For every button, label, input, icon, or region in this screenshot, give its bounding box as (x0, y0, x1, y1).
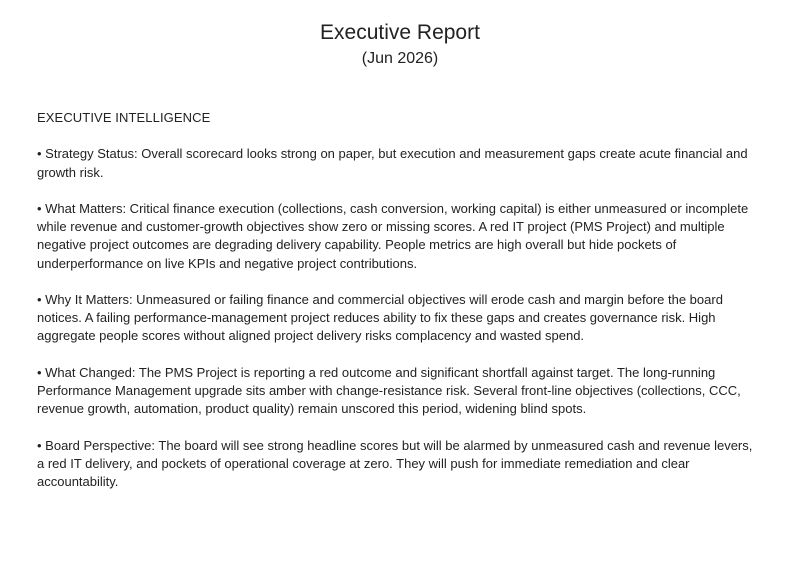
report-date: (Jun 2026) (361, 50, 439, 67)
bullet-what-matters: • What Matters: Critical finance execution (collections, cash conversion, working capital) is either unmeasured or incomplete while revenue and customer-growth objectives show zero or missing scores. A red IT project (PMS Project) and multiple negative project outcomes are degrading delivery capability. People metrics are high overall but hide pockets of underperformance on live KPIs and negative project contributions. (37, 200, 749, 271)
executive-intelligence-section (37, 109, 759, 491)
bullet-what-changed: • What Changed: The PMS Project is reporting a red outcome and significant shortfall against target. The long-running Performance Management upgrade sits amber with change-resistance risk. Several front-line objectives (collections, CCC, revenue growth, automation, product quality) remain unscored this period, widening blind spots. (37, 364, 741, 417)
report-title: Executive Report (320, 21, 480, 44)
bullet-board-perspective: • Board Perspective: The board will see strong headline scores but will be alarmed by unmeasured cash and revenue levers, a red IT delivery, and pockets of operational coverage at zero. They will push for immediate remediation and clear accountability. (37, 437, 753, 489)
bullet-strategy-status: • Strategy Status: Overall scorecard looks strong on paper, but execution and measurement gaps create acute financial and growth risk. (37, 146, 748, 180)
bullet-why-it-matters: • Why It Matters: Unmeasured or failing finance and commercial objectives will erode cash and margin before the board notices. A failing performance-management project reduces ability to fix these gaps and creates governance risk. High aggregate people scores without aligned project delivery risks complacency and wasted spend. (37, 291, 723, 344)
section-heading: EXECUTIVE INTELLIGENCE (37, 110, 211, 125)
